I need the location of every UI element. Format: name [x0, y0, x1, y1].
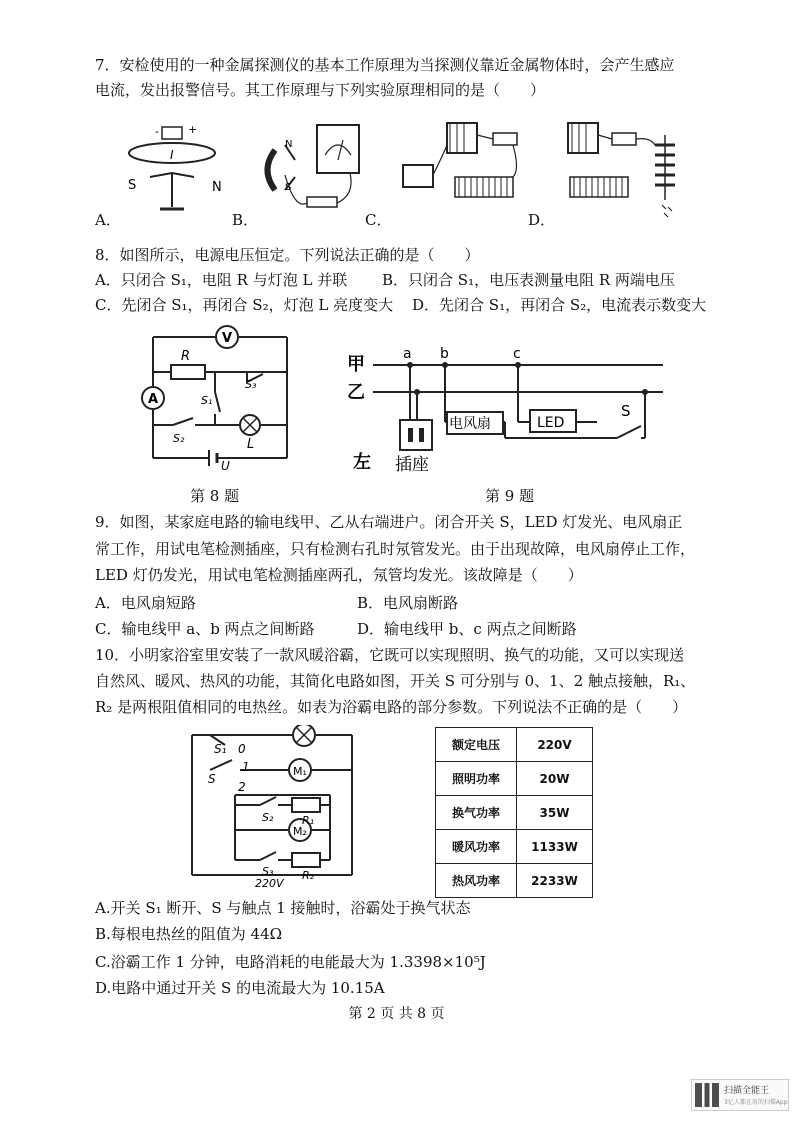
q10-contact-1: 1	[242, 760, 250, 774]
q7a-current: I	[170, 148, 174, 162]
q8-l: L	[247, 437, 255, 452]
q10-r2: R₂	[302, 869, 315, 882]
table-row	[436, 796, 593, 830]
q9-led: LED	[537, 415, 565, 431]
table-row	[436, 830, 593, 864]
q7-figure-c	[395, 115, 525, 225]
q10-stem-line1: 10．小明家浴室里安装了一款风暖浴霸，它既可以实现照明、换气的功能，又可以实现送	[95, 646, 685, 664]
q10-param-table	[435, 727, 593, 898]
q8-option-c[interactable]: C．先闭合 S₁，再闭合 S₂，灯泡 L 亮度变大	[95, 296, 394, 314]
q8-option-b[interactable]: B．只闭合 S₁，电压表测量电阻 R 两端电压	[382, 271, 675, 289]
q10-option-b[interactable]: B.每根电热丝的阻值为 44Ω	[95, 925, 283, 943]
q8-ammeter: A	[148, 392, 159, 407]
q7-figure-d	[560, 115, 690, 225]
q7a-s: S	[128, 178, 137, 193]
q7b-s: S	[285, 182, 292, 193]
q7-figure-b	[255, 115, 370, 225]
q10-s1: S₁	[214, 742, 227, 756]
q7-option-a[interactable]: A．	[95, 211, 121, 229]
q9-stem-line1: 9．如图，某家庭电路的输电线甲、乙从右端进户。闭合开关 S，LED 灯发光、电风扇正	[95, 513, 683, 531]
table-cell-key: 暖风功率	[436, 830, 517, 864]
table-cell-key: 热风功率	[436, 864, 517, 898]
q7a-n: N	[212, 180, 222, 195]
q9-s: S	[621, 402, 631, 420]
table-cell-key: 换气功率	[436, 796, 517, 830]
q10-contact-0: 0	[238, 742, 246, 756]
table-cell-value: 220V	[517, 728, 593, 762]
q9-option-a[interactable]: A．电风扇短路	[95, 594, 196, 612]
q7-stem-line2: 电流，发出报警信号。其工作原理与下列实验原理相同的是（ ）	[95, 81, 546, 99]
q10-m2: M₂	[293, 825, 307, 838]
q8-circuit	[135, 322, 295, 472]
q9-a: a	[403, 346, 412, 362]
table-row	[436, 864, 593, 898]
q8-s2: S₂	[173, 432, 185, 445]
q7-stem-line1: 7．安检使用的一种金属探测仪的基本工作原理为当探测仪靠近金属物体时，会产生感应	[95, 56, 675, 74]
q9-caption: 第 9 题	[485, 487, 535, 505]
q10-stem-line3: R₂ 是两根阻值相同的电热丝。如表为浴霸电路的部分参数。下列说法不正确的是（ ）	[95, 698, 688, 716]
table-cell-key: 照明功率	[436, 762, 517, 796]
q7-option-b[interactable]: B．	[232, 211, 259, 229]
q7-option-d[interactable]: D．	[528, 211, 556, 229]
q8-voltmeter: V	[222, 331, 233, 346]
q9-stem-line3: LED 灯仍发光，用试电笔检测插座两孔，氖管均发光。该故障是（ ）	[95, 566, 583, 584]
q9-stem-line2: 常工作，用试电笔检测插座，只有检测右孔时氖管发光。由于出现故障，电风扇停止工作，	[95, 540, 696, 558]
q8-r: R	[181, 349, 191, 364]
q8-stem: 8．如图所示，电源电压恒定。下列说法正确的是（ ）	[95, 246, 480, 264]
q9-fan: 电风扇	[449, 416, 491, 432]
q8-caption: 第 8 题	[190, 487, 240, 505]
q7-option-c[interactable]: C．	[365, 211, 392, 229]
q8-s1: S₁	[201, 394, 213, 407]
q7-figure-a	[120, 115, 225, 225]
qr-code-icon	[695, 1083, 719, 1107]
table-cell-key: 额定电压	[436, 728, 517, 762]
q10-option-d[interactable]: D.电路中通过开关 S 的电流最大为 10.15A	[95, 979, 385, 997]
scanner-watermark	[691, 1079, 789, 1111]
q9-option-d[interactable]: D．输电线甲 b、c 两点之间断路	[357, 620, 577, 638]
q7a-minus: -	[155, 125, 159, 138]
q9-yi: 乙	[347, 382, 365, 403]
q9-zuo: 左	[353, 452, 371, 473]
table-row	[436, 762, 593, 796]
q8-option-d[interactable]: D．先闭合 S₁，再闭合 S₂，电流表示数变大	[412, 296, 707, 314]
q9-b: b	[440, 346, 449, 362]
table-cell-value: 35W	[517, 796, 593, 830]
q8-option-a[interactable]: A．只闭合 S₁，电阻 R 与灯泡 L 并联	[95, 271, 348, 289]
q10-option-c[interactable]: C.浴霸工作 1 分钟，电路消耗的电能最大为 1.3398×10⁵J	[95, 953, 486, 971]
q7b-n: N	[285, 139, 293, 150]
q10-s: S	[208, 772, 216, 786]
q10-stem-line2: 自然风、暖风、热风的功能，其简化电路如图，开关 S 可分别与 0、1、2 触点接触，R₁、	[95, 672, 696, 690]
scanner-subtitle: 3亿人都在用的扫描App	[724, 1099, 788, 1106]
q10-m1: M₁	[293, 765, 307, 778]
q9-socket-label: 插座	[395, 455, 429, 475]
q10-circuit	[180, 725, 370, 890]
q9-c: c	[513, 346, 521, 362]
q9-option-b[interactable]: B．电风扇断路	[357, 594, 459, 612]
q8-s3: S₃	[245, 378, 257, 391]
q7a-plus: +	[188, 123, 198, 136]
q10-s2: S₂	[262, 811, 274, 824]
q10-option-a[interactable]: A.开关 S₁ 断开、S 与触点 1 接触时，浴霸处于换气状态	[95, 899, 471, 917]
page-footer: 第 2 页 共 8 页	[348, 1006, 445, 1022]
q9-jia: 甲	[347, 354, 365, 375]
q10-r1: R₁	[302, 814, 315, 827]
table-cell-value: 20W	[517, 762, 593, 796]
q10-s3: S₃	[262, 865, 274, 878]
table-row	[436, 728, 593, 762]
table-cell-value: 1133W	[517, 830, 593, 864]
scanner-title: 扫描全能王	[724, 1086, 770, 1096]
q9-option-c[interactable]: C．输电线甲 a、b 两点之间断路	[95, 620, 315, 638]
q10-voltage: 220V	[255, 877, 284, 890]
table-cell-value: 2233W	[517, 864, 593, 898]
q8-u: U	[221, 459, 230, 472]
q9-circuit	[345, 340, 670, 475]
q10-contact-2: 2	[238, 780, 246, 794]
